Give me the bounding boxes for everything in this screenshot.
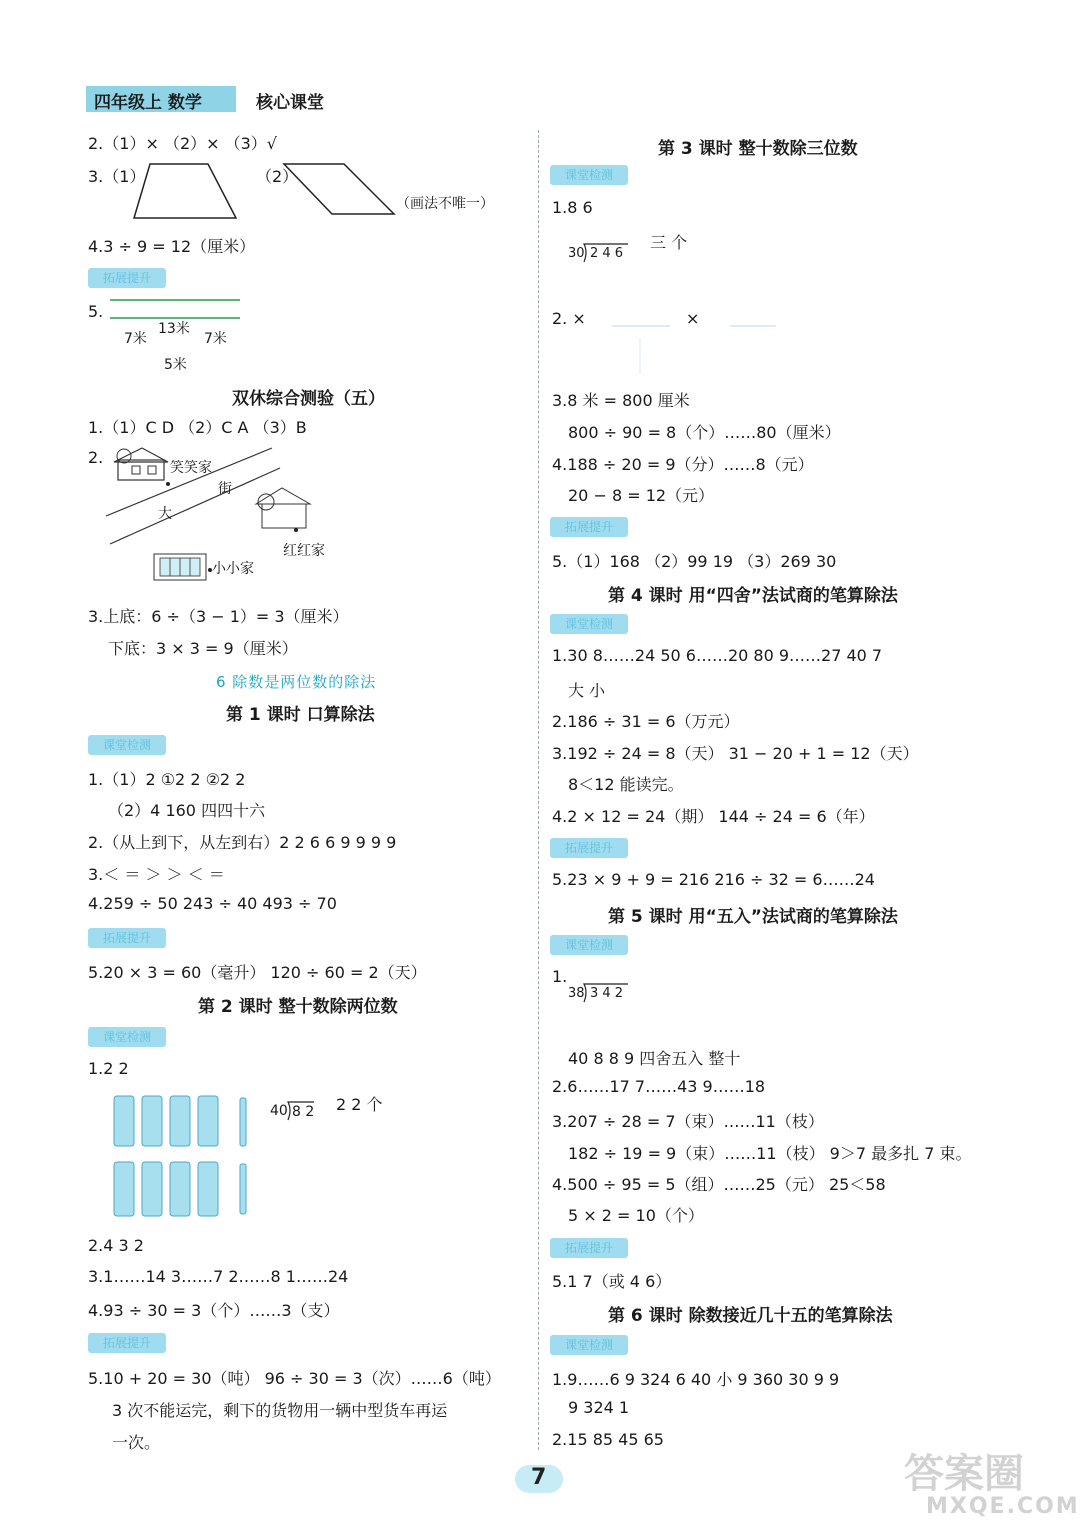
segment-label: 7米 (124, 331, 147, 347)
answer-line: 1.9……6 9 324 6 40 小 9 360 30 9 9 (552, 1370, 840, 1389)
section-title: 第 1 课时 口算除法 (226, 705, 375, 725)
section-badge: 课堂检测 (550, 165, 628, 185)
answer-line: 4.188 ÷ 20 = 9（分）……8（元） (552, 455, 814, 474)
answer-line: 8＜12 能读完。 (568, 775, 684, 794)
answer-line: 2. (88, 448, 104, 467)
answer-line: 4.500 ÷ 95 = 5（组）……25（元） 25＜58 (552, 1175, 886, 1194)
header-grade-subject: 四年级上 数学 (94, 93, 202, 113)
section-title: 第 6 课时 除数接近几十五的笔算除法 (608, 1306, 893, 1326)
answer-line: 3.1……14 3……7 2……8 1……24 (88, 1267, 349, 1286)
answer-line: 2 2 个 (336, 1095, 383, 1114)
answer-line: （2）4 160 四四十六 (108, 801, 266, 820)
long-division-divisor: 40 (270, 1103, 288, 1119)
answer-line: 2.186 ÷ 31 = 6（万元） (552, 712, 740, 731)
section-title: 第 4 课时 用“四舍”法试商的笔算除法 (608, 586, 898, 606)
map-label: 街 (218, 481, 232, 497)
unit-title: 6 除数是两位数的除法 (216, 673, 377, 691)
answer-line: 4.2 × 12 = 24（期） 144 ÷ 24 = 6（年） (552, 807, 875, 826)
answer-line: 3 次不能运完，剩下的货物用一辆中型货车再运 (112, 1401, 448, 1420)
section-badge: 课堂检测 (550, 1335, 628, 1355)
section-badge: 课堂检测 (550, 614, 628, 634)
answer-line: 800 ÷ 90 = 8（个）……80（厘米） (568, 423, 841, 442)
section-title: 第 3 课时 整十数除三位数 (658, 139, 858, 159)
answer-line: 三 个 (650, 233, 688, 252)
answer-line: 4.259 ÷ 50 243 ÷ 40 493 ÷ 70 (88, 894, 337, 913)
answer-line: 1.（1）2 ①2 2 ②2 2 (88, 770, 246, 789)
map-label: 笑笑家 (170, 460, 212, 476)
answer-line: 1.8 6 (552, 198, 593, 217)
answer-line: 182 ÷ 19 = 9（束）……11（枝） 9＞7 最多扎 7 束。 (568, 1144, 972, 1163)
answer-line: 5.23 × 9 + 9 = 216 216 ÷ 32 = 6……24 (552, 870, 875, 889)
answer-line: 2. × (552, 309, 586, 328)
answer-line: 9 324 1 (568, 1398, 630, 1417)
answer-line: （2） (256, 167, 299, 186)
segment-label: 5米 (164, 357, 187, 373)
answer-line: 3.8 米 = 800 厘米 (552, 391, 690, 410)
answer-line: 1. (552, 967, 568, 986)
parallelogram-figure (280, 162, 400, 218)
answer-line: 2.6……17 7……43 9……18 (552, 1077, 766, 1096)
answer-line: 1.2 2 (88, 1059, 129, 1078)
answer-line: 3.＜ ＝ ＞ ＞ ＜ ＝ (88, 865, 225, 884)
section-badge: 拓展提升 (550, 838, 628, 858)
answer-line: 5.（1）168 （2）99 19 （3）269 30 (552, 552, 837, 571)
section-badge: 拓展提升 (88, 928, 166, 948)
answer-line: 大 小 (568, 681, 606, 700)
segment-label: 7米 (204, 331, 227, 347)
watermark-url: MXQE.COM (926, 1494, 1080, 1519)
header-book-title: 核心课堂 (256, 93, 324, 113)
answer-line: 4.93 ÷ 30 = 3（个）……3（支） (88, 1301, 340, 1320)
faint-division-work (610, 318, 790, 378)
answer-line: 1.（1）C D （2）C A （3）B (88, 418, 307, 437)
answer-line: 3.192 ÷ 24 = 8（天） 31 − 20 + 1 = 12（天） (552, 744, 919, 763)
section-badge: 课堂检测 (88, 735, 166, 755)
answer-line: 2.15 85 45 65 (552, 1430, 664, 1449)
answer-line: 5. (88, 302, 104, 321)
answer-line: 3.上底：6 ÷（3 − 1）= 3（厘米） (88, 607, 349, 626)
section-badge: 拓展提升 (88, 1333, 166, 1353)
section-title: 双休综合测验（五） (232, 389, 385, 409)
answer-line: 2.（1）× （2）× （3）√ (88, 134, 277, 153)
answer-line: 1.30 8……24 50 6……20 80 9……27 40 7 (552, 646, 883, 665)
watermark-logo: 答案圈 (904, 1451, 1024, 1497)
answer-line: 5.20 × 3 = 60（毫升） 120 ÷ 60 = 2（天） (88, 963, 427, 982)
column-divider (538, 130, 539, 1450)
answer-line: 5.1 7（或 4 6） (552, 1272, 672, 1291)
map-label: 小小家 (212, 561, 254, 577)
stick-bundles-figure (112, 1092, 262, 1222)
answer-line: 3.（1） (88, 167, 146, 186)
section-badge: 拓展提升 (88, 268, 166, 288)
answer-line: 2.4 3 2 (88, 1236, 144, 1255)
long-division-dividend: 2 4 6 (590, 246, 624, 261)
answer-line: 4.3 ÷ 9 = 12（厘米） (88, 237, 256, 256)
long-division-divisor: 30 (568, 246, 585, 261)
section-badge: 拓展提升 (550, 1238, 628, 1258)
section-badge: 课堂检测 (550, 935, 628, 955)
answer-line: 40 8 8 9 四舍五入 整十 (568, 1049, 741, 1068)
answer-line: 5 × 2 = 10（个） (568, 1206, 704, 1225)
section-badge: 拓展提升 (550, 517, 628, 537)
section-title: 第 5 课时 用“五入”法试商的笔算除法 (608, 907, 898, 927)
long-division-dividend: 8 2 (292, 1104, 315, 1120)
answer-line: × (686, 309, 700, 328)
trapezoid-figure (130, 162, 240, 222)
map-label: 大 (158, 506, 172, 522)
drawing-note: （画法不唯一） (396, 196, 494, 212)
answer-line: 20 − 8 = 12（元） (568, 486, 715, 505)
answer-line: 3.207 ÷ 28 = 7（束）……11（枝） (552, 1112, 824, 1131)
segment-label: 13米 (158, 321, 190, 337)
long-division-divisor: 38 (568, 986, 585, 1001)
answer-line: 下底：3 × 3 = 9（厘米） (108, 639, 298, 658)
long-division-dividend: 3 4 2 (590, 986, 624, 1001)
answer-line: 5.10 + 20 = 30（吨） 96 ÷ 30 = 3（次）……6（吨） (88, 1369, 501, 1388)
page-number: 7 (531, 1465, 547, 1490)
section-badge: 课堂检测 (88, 1027, 166, 1047)
section-title: 第 2 课时 整十数除两位数 (198, 997, 398, 1017)
map-label: 红红家 (283, 543, 325, 559)
answer-line: 一次。 (112, 1433, 161, 1452)
answer-line: 2.（从上到下，从左到右）2 2 6 6 9 9 9 9 (88, 833, 397, 852)
